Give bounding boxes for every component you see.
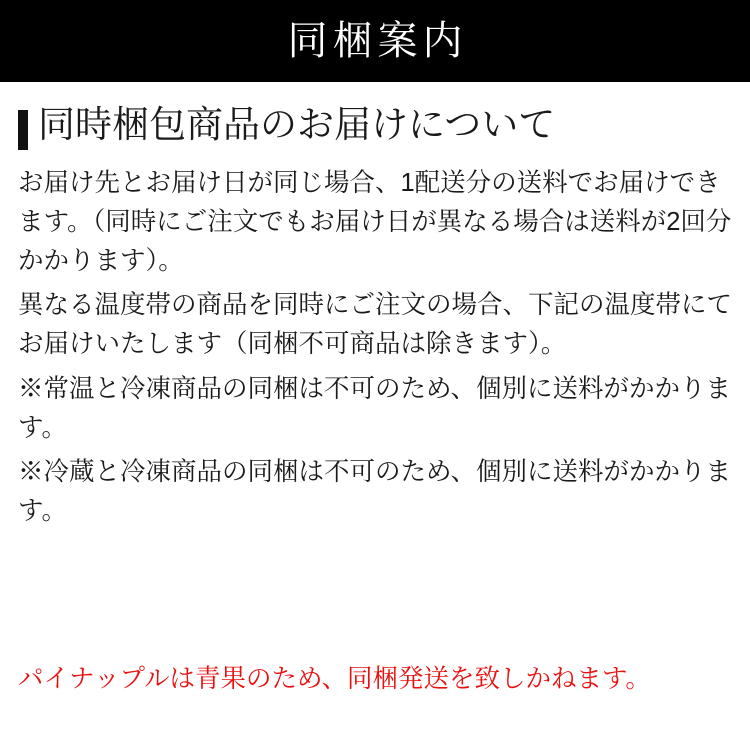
paragraph-note-chilled-frozen: ※冷蔵と冷凍商品の同梱は不可のため、個別に送料がかかります。 xyxy=(18,458,731,525)
page-title: 同梱案内 xyxy=(287,19,468,63)
pineapple-notice: パイナップルは青果のため、同梱発送を致しかねます。 xyxy=(18,664,651,693)
page-header xyxy=(0,0,750,82)
section-heading-text: 同時梱包商品のお届けについて xyxy=(38,104,556,145)
paragraph-shipping-same-destination: お届け先とお届け日が同じ場合、1配送分の送料でお届けできます。（同時にご注文でもお届け日が異なる場合は送料が2回分かかります）。 xyxy=(18,169,732,275)
section-heading xyxy=(18,104,732,150)
content-body xyxy=(0,82,750,531)
paragraph-note-ambient-frozen: ※常温と冷凍商品の同梱は不可のため、個別に送料がかかります。 xyxy=(18,374,731,442)
heading-marker-bar xyxy=(18,110,28,150)
paragraph-temperature-zone: 異なる温度帯の商品を同時にご注文の場合、下記の温度帯にてお届けいたします（同梱不可商品は除きます）。 xyxy=(18,291,733,358)
